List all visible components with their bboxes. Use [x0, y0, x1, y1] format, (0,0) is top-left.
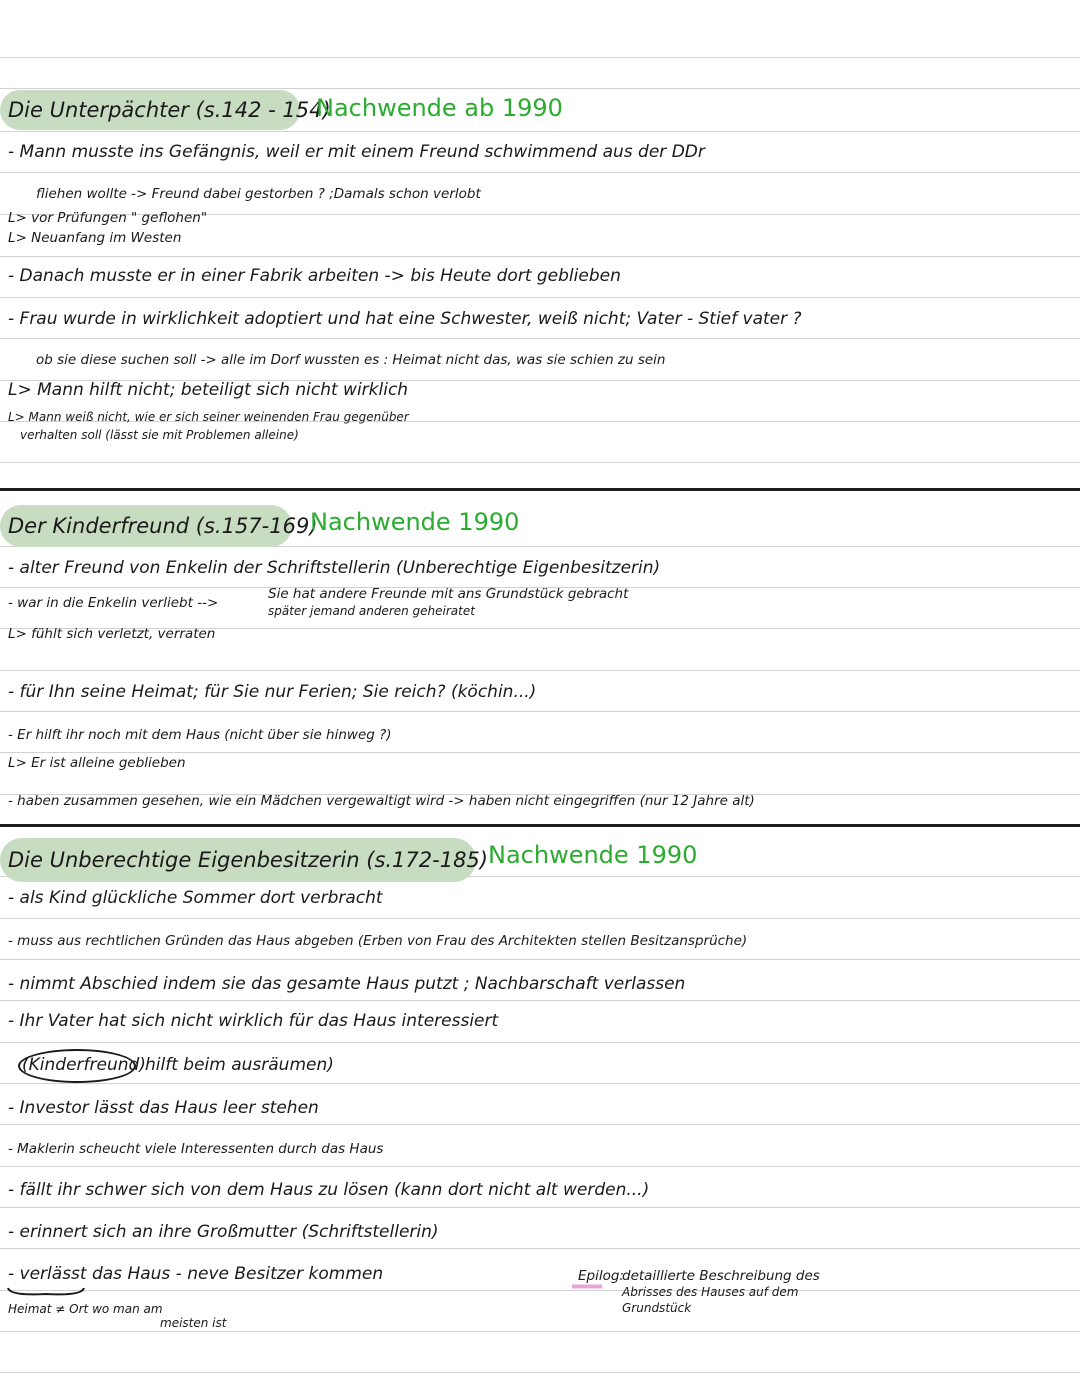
section-divider [0, 824, 1080, 827]
section-title: Die Unberechtige Eigenbesitzerin (s.172-185) [8, 848, 488, 872]
section-title: Der Kinderfreund (s.157-169) [8, 514, 318, 538]
note-line: - muss aus rechtlichen Gründen das Haus abgeben (Erben von Frau des Architekten stellen Besitzansprüche) [8, 933, 748, 949]
note-line: ob sie diese suchen soll -> alle im Dorf wussten es : Heimat nicht das, was sie schien zu sein [36, 352, 666, 368]
note-line: - Ihr Vater hat sich nicht wirklich für das Haus interessiert [8, 1011, 499, 1031]
ruled-line [0, 1124, 1080, 1125]
note-line: - Mann musste ins Gefängnis, weil er mit einem Freund schwimmend aus der DDr [8, 142, 705, 162]
ruled-line [0, 57, 1080, 58]
ruled-line [0, 1207, 1080, 1208]
ruled-line [0, 1290, 1080, 1291]
note-line: L> vor Prüfungen " geflohen" [8, 210, 208, 226]
section-title: Die Unterpächter (s.142 - 154) [8, 98, 331, 122]
epilog-line: Abrisses des Hauses auf dem [622, 1285, 799, 1299]
note-line: L> Er ist alleine geblieben [8, 755, 186, 771]
note-line: - war in die Enkelin verliebt --> [8, 595, 219, 611]
ruled-line [0, 338, 1080, 339]
note-line: L> Mann hilft nicht; beteiligt sich nicht wirklich [8, 380, 409, 400]
ruled-line [0, 959, 1080, 960]
ruled-line [0, 256, 1080, 257]
epilog-line: detaillierte Beschreibung des [622, 1268, 820, 1284]
note-line: - verlässt das Haus - neve Besitzer kommen [8, 1264, 384, 1284]
period-tag: Nachwende 1990 [488, 841, 698, 869]
note-line: fliehen wollte -> Freund dabei gestorben ? ;Damals schon verlobt [36, 186, 481, 202]
note-line: - Frau wurde in wirklichkeit adoptiert und hat eine Schwester, weiß nicht; Vater - Stief vater ? [8, 309, 802, 329]
note-line: später jemand anderen geheiratet [268, 604, 475, 618]
ruled-line [0, 88, 1080, 89]
epilog-label: Epilog: [578, 1268, 624, 1284]
ruled-line [0, 1000, 1080, 1001]
ruled-line [0, 918, 1080, 919]
note-line: - nimmt Abschied indem sie das gesamte Haus putzt ; Nachbarschaft verlassen [8, 974, 686, 994]
ruled-line [0, 297, 1080, 298]
ruled-line [0, 752, 1080, 753]
ruled-line [0, 1372, 1080, 1373]
note-line: - als Kind glückliche Sommer dort verbracht [8, 888, 383, 908]
note-line: L> fühlt sich verletzt, verraten [8, 626, 216, 642]
ruled-line [0, 172, 1080, 173]
ruled-line [0, 1331, 1080, 1332]
period-tag: Nachwende 1990 [310, 508, 520, 536]
note-line: verhalten soll (lässt sie mit Problemen alleine) [20, 428, 299, 442]
underbrace-icon [6, 1286, 86, 1300]
ruled-line [0, 670, 1080, 671]
note-line: L> Neuanfang im Westen [8, 230, 182, 246]
note-line: hilft beim ausräumen) [145, 1055, 334, 1075]
note-line: - Investor lässt das Haus leer stehen [8, 1098, 319, 1118]
note-line: - erinnert sich an ihre Großmutter (Schriftstellerin) [8, 1222, 439, 1242]
ruled-line [0, 1042, 1080, 1043]
ruled-line [0, 711, 1080, 712]
ruled-line [0, 1248, 1080, 1249]
note-line: - für Ihn seine Heimat; für Sie nur Ferien; Sie reich? (köchin...) [8, 682, 537, 702]
note-line: - fällt ihr schwer sich von dem Haus zu lösen (kann dort nicht alt werden...) [8, 1180, 650, 1200]
ruled-line [0, 1083, 1080, 1084]
ruled-line [0, 1166, 1080, 1167]
note-line: - haben zusammen gesehen, wie ein Mädchen vergewaltigt wird -> haben nicht eingegriffen (nur 12 Jahre alt) [8, 793, 755, 809]
note-line: - Maklerin scheucht viele Interessenten durch das Haus [8, 1141, 384, 1157]
period-tag: Nachwende ab 1990 [316, 94, 563, 122]
section-divider [0, 488, 1080, 491]
note-line: - Danach musste er in einer Fabrik arbeiten -> bis Heute dort geblieben [8, 266, 621, 286]
note-line: - alter Freund von Enkelin der Schriftstellerin (Unberechtige Eigenbesitzerin) [8, 558, 661, 578]
note-line: Sie hat andere Freunde mit ans Grundstück gebracht [268, 586, 629, 602]
note-line: - Er hilft ihr noch mit dem Haus (nicht über sie hinweg ?) [8, 727, 392, 743]
note-line: (Kinderfreund) [22, 1055, 146, 1075]
epilog-line: Grundstück [622, 1301, 692, 1315]
ruled-line [0, 131, 1080, 132]
note-line: Heimat ≠ Ort wo man am [8, 1302, 163, 1316]
highlighter-mark-icon [572, 1283, 602, 1290]
note-line: meisten ist [160, 1316, 227, 1330]
note-line: L> Mann weiß nicht, wie er sich seiner weinenden Frau gegenüber [8, 410, 409, 424]
ruled-line [0, 462, 1080, 463]
